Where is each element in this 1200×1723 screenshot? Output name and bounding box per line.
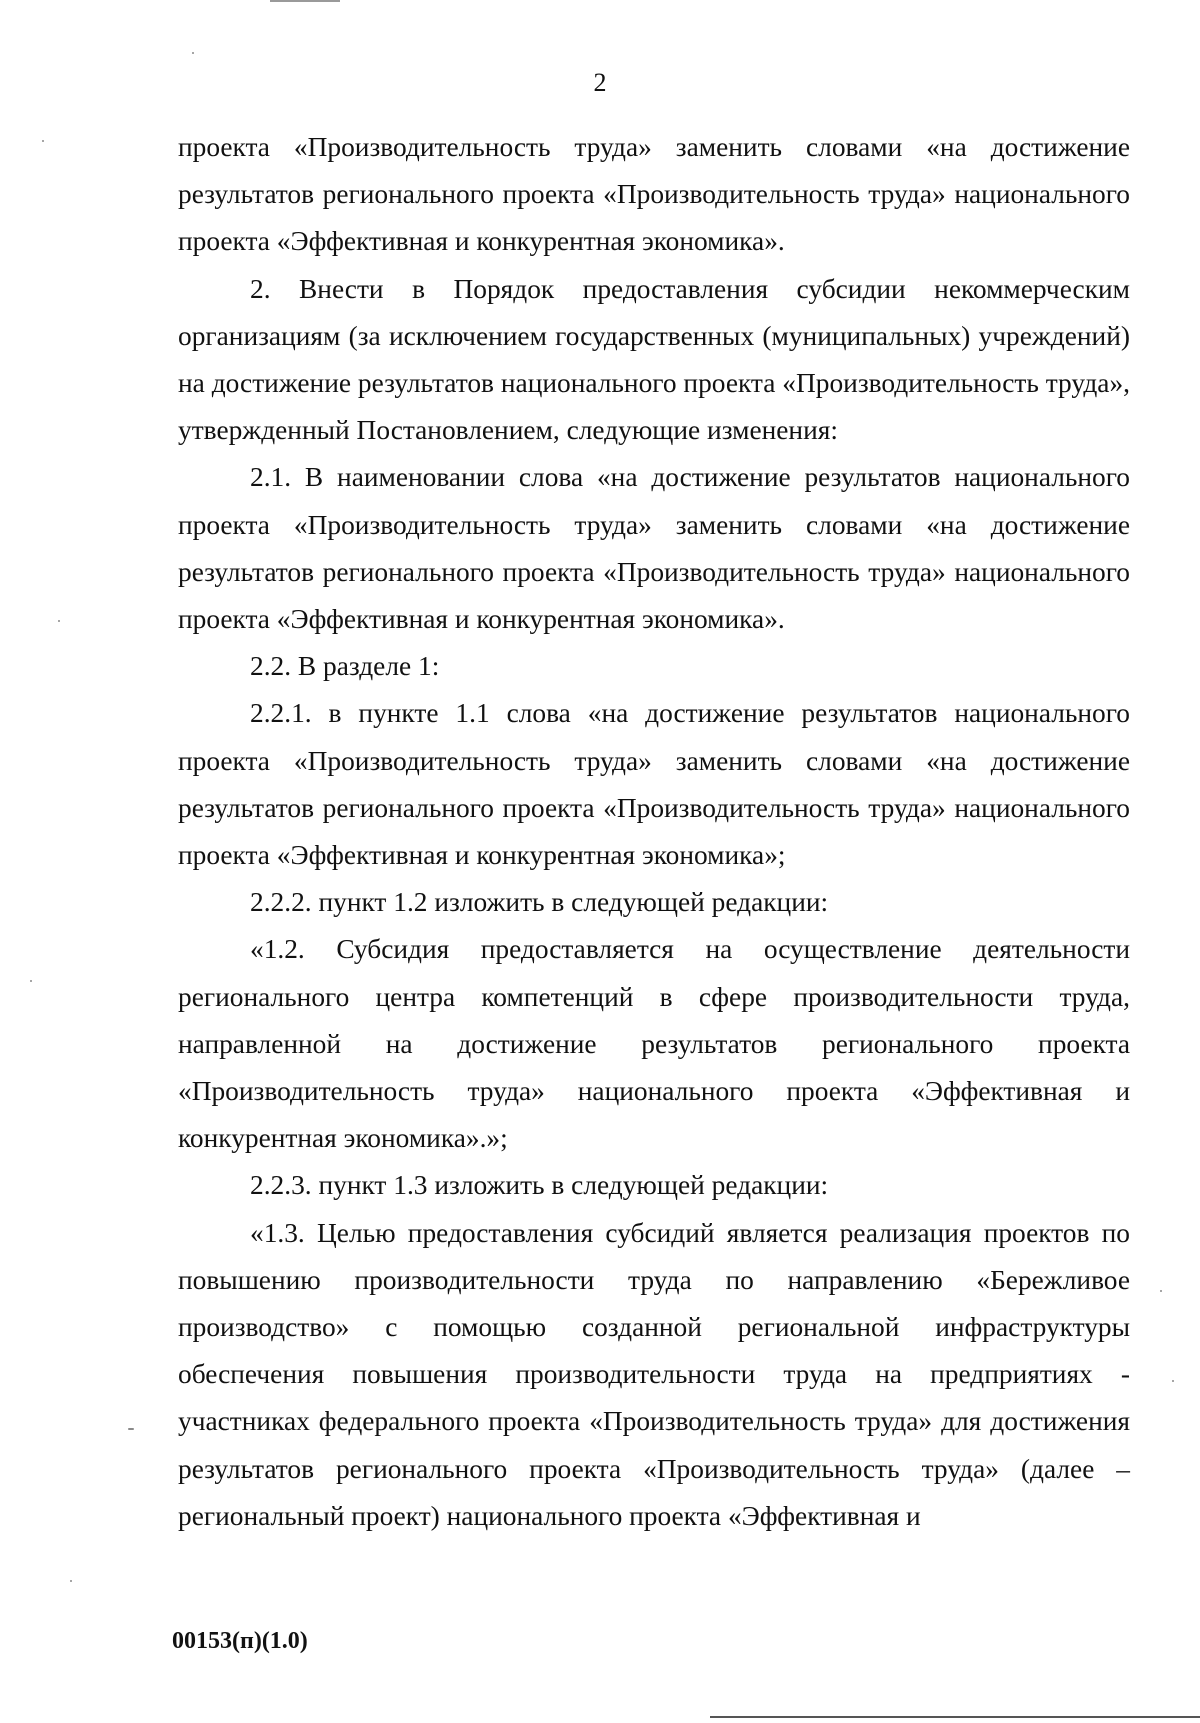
paragraph-2: 2. Внести в Порядок предоставления субсидии некоммерческим организациям (за исключением государственных (муниципальных) учреждений) на достижение результатов национального проекта «Производительность труда», утвержденный Постановлением, следующие изменения: <box>178 273 1130 446</box>
scan-speck <box>58 620 60 622</box>
paragraph-2-2-1: 2.2.1. в пункте 1.1 слова «на достижение результатов национального проекта «Производительность труда» заменить словами «на достижение результатов регионального проекта «Производительность труда» национального проекта «Эффективная и конкурентная экономика»; <box>178 698 1130 871</box>
scan-speck <box>42 140 44 142</box>
scan-speck <box>1172 1380 1174 1382</box>
paragraph-1: проекта «Производительность труда» заменить словами «на достижение результатов регионального проекта «Производительность труда» национального проекта «Эффективная и конкурентная экономика». <box>178 132 1130 257</box>
paragraph-2-2-2: 2.2.2. пункт 1.2 изложить в следующей редакции: <box>250 887 829 918</box>
scan-speck <box>30 980 32 982</box>
paragraph-1-2-quote: «1.2. Субсидия предоставляется на осуществление деятельности регионального центра компетенций в сфере производительности труда, направленной на достижение результатов регионального проекта «Производительность труда» национального проекта «Эффективная и конкурентная экономика».»; <box>178 934 1130 1154</box>
page-number: 2 <box>593 68 607 97</box>
document-code: 00153(п)(1.0) <box>172 1628 308 1654</box>
paragraph-2-1: 2.1. В наименовании слова «на достижение результатов национального проекта «Производительность труда» заменить словами «на достижение результатов регионального проекта «Производительность труда» национального проекта «Эффективная и конкурентная экономика». <box>178 462 1130 635</box>
paragraph-1-3-quote: «1.3. Целью предоставления субсидий является реализация проектов по повышению производительности труда по направлению «Бережливое производство» с помощью созданной региональной инфраструктуры обеспечения повышения производительности труда на предприятиях - участниках федерального проекта «Производительность труда» для достижения результатов регионального проекта «Производительность труда» (далее – региональный проект) национального проекта «Эффективная и <box>178 1217 1130 1531</box>
paragraph-2-2: 2.2. В разделе 1: <box>250 651 440 682</box>
scan-speck <box>1160 1290 1162 1292</box>
scan-speck <box>192 52 194 54</box>
document-body <box>178 124 1130 1540</box>
scan-speck <box>128 1428 134 1430</box>
paragraph-2-2-3: 2.2.3. пункт 1.3 изложить в следующей редакции: <box>250 1170 829 1201</box>
scan-speck <box>70 1580 72 1582</box>
bottom-scan-rule <box>710 1716 1200 1718</box>
top-scan-rule <box>270 0 340 2</box>
